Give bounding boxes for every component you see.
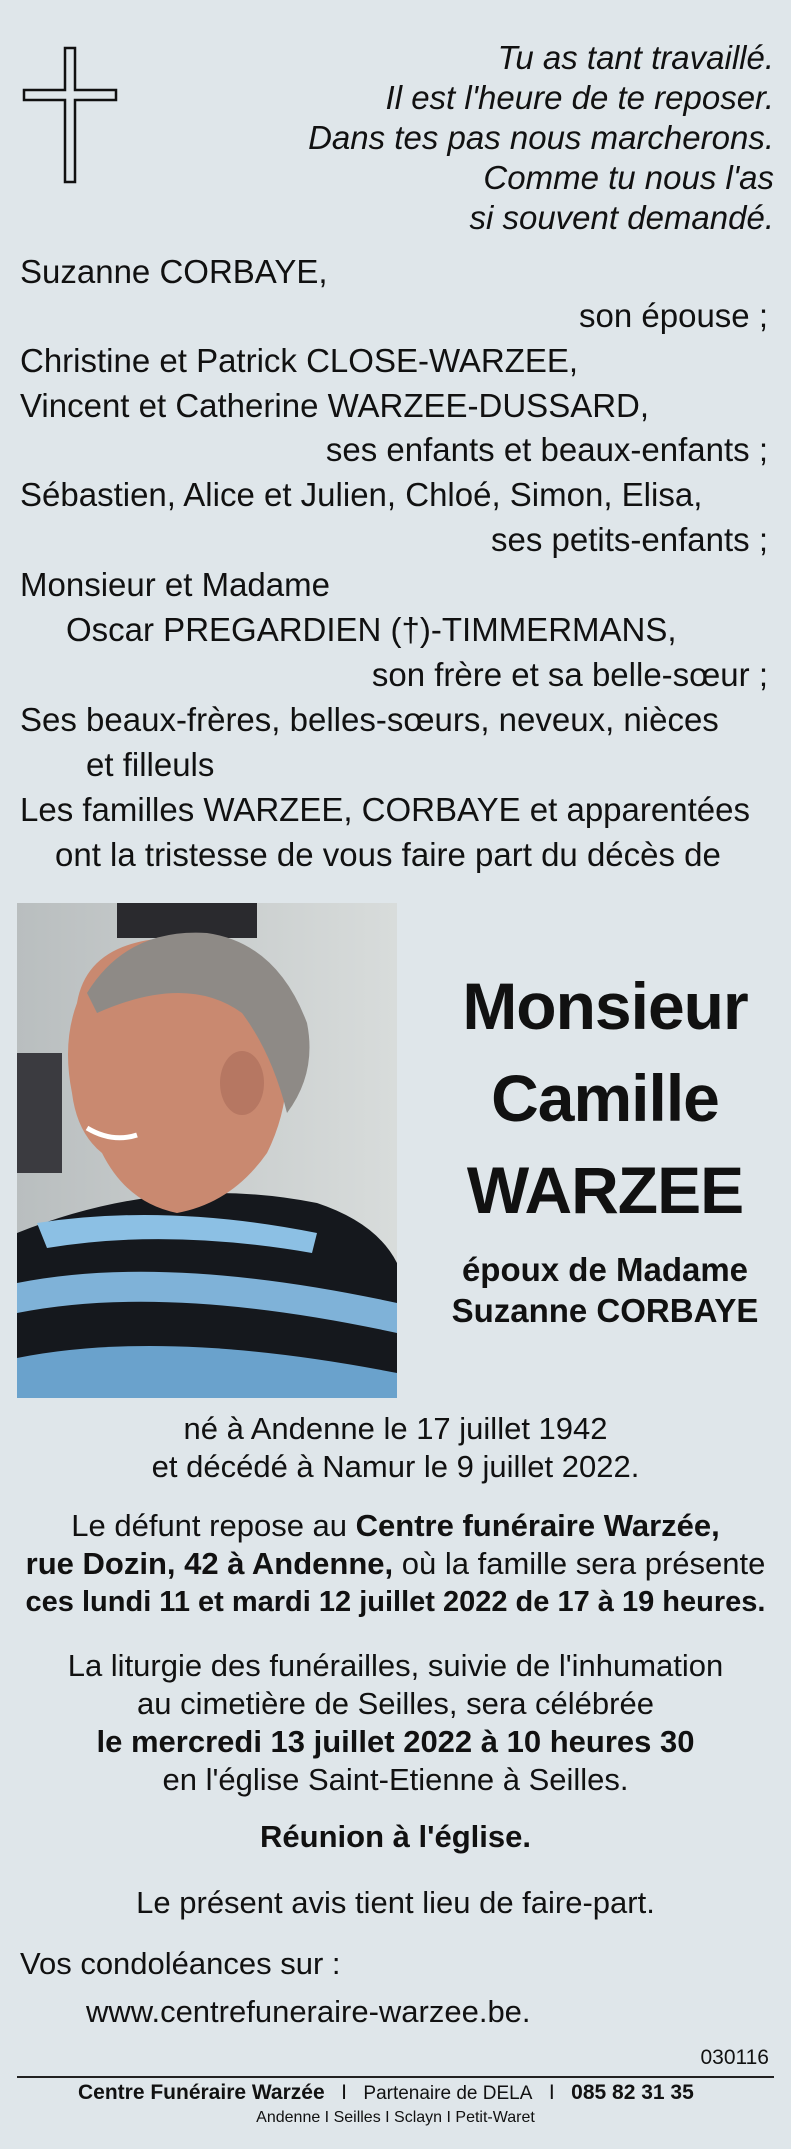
footer-divider (17, 2076, 774, 2078)
condolences-url[interactable]: www.centrefuneraire-warzee.be. (86, 1994, 531, 2029)
liturgy-line: La liturgie des funérailles, suivie de l'inhumation (67, 1648, 724, 1683)
poem-line: Comme tu nous l'as (483, 159, 774, 196)
family-relation: son épouse ; (579, 297, 768, 334)
cross-icon (20, 46, 120, 184)
footer-locations: Andenne I Seilles I Sclayn I Petit-Waret (256, 2109, 535, 2126)
deceased-photo (17, 903, 397, 1398)
family-line: Christine et Patrick CLOSE-WARZEE, (20, 342, 579, 379)
footer-partner: Partenaire de DELA (363, 2083, 533, 2104)
liturgy-line: en l'église Saint-Etienne à Seilles. (162, 1762, 629, 1797)
family-line: Les familles WARZEE, CORBAYE et apparentées (20, 791, 750, 828)
deceased-title: Monsieur (462, 969, 748, 1043)
footer-phone: 085 82 31 35 (571, 2081, 694, 2104)
poem-line: Dans tes pas nous marcherons. (308, 119, 774, 156)
family-relation: son frère et sa belle-sœur ; (371, 656, 768, 693)
family-line: Suzanne CORBAYE, (20, 253, 328, 290)
condolences-label: Vos condoléances sur : (20, 1946, 341, 1981)
footer-main-line (78, 2081, 694, 2105)
liturgy-date: le mercredi 13 juillet 2022 à 10 heures 30 (96, 1724, 695, 1759)
family-line: et filleuls (86, 746, 215, 783)
family-relation: ses petits-enfants ; (491, 521, 768, 558)
deceased-first-name: Camille (491, 1061, 719, 1135)
poem-line: Tu as tant travaillé. (497, 39, 774, 76)
funeral-home-address: rue Dozin, 42 à Andenne, (25, 1546, 394, 1581)
reunion-note: Réunion à l'église. (260, 1819, 531, 1854)
poem-line: si souvent demandé. (469, 199, 774, 236)
reference-number: 030116 (700, 2046, 769, 2069)
spouse-line: Suzanne CORBAYE (451, 1292, 759, 1329)
liturgy-line: au cimetière de Seilles, sera célébrée (137, 1686, 654, 1721)
death-line: et décédé à Namur le 9 juillet 2022. (151, 1449, 640, 1484)
footer-company: Centre Funéraire Warzée (78, 2081, 325, 2104)
family-relation: ses enfants et beaux-enfants ; (325, 431, 768, 468)
family-line: Vincent et Catherine WARZEE-DUSSARD, (20, 387, 650, 424)
footer-separator: I (548, 2081, 555, 2104)
repose-text: où la famille sera présente (393, 1546, 766, 1581)
family-line: ont la tristesse de vous faire part du décès de (55, 836, 721, 873)
repose-line (17, 1545, 774, 1583)
family-line: Monsieur et Madame (20, 566, 330, 603)
repose-line (17, 1507, 774, 1545)
spouse-line: époux de Madame (461, 1251, 749, 1288)
poem-line: Il est l'heure de te reposer. (385, 79, 774, 116)
notice-line: Le présent avis tient lieu de faire-part. (136, 1885, 655, 1920)
repose-text: Le défunt repose au (71, 1508, 356, 1543)
family-line: Sébastien, Alice et Julien, Chloé, Simon, Elisa, (20, 476, 703, 513)
funeral-home-name: Centre funéraire Warzée, (355, 1508, 720, 1543)
visiting-hours: ces lundi 11 et mardi 12 juillet 2022 de 17 à 19 heures. (25, 1586, 766, 1618)
footer-separator: I (341, 2081, 347, 2104)
deceased-last-name: WARZEE (466, 1153, 744, 1227)
birth-line: né à Andenne le 17 juillet 1942 (183, 1411, 608, 1446)
family-line: Ses beaux-frères, belles-sœurs, neveux, nièces (20, 701, 719, 738)
family-line: Oscar PREGARDIEN (†)-TIMMERMANS, (66, 611, 677, 648)
